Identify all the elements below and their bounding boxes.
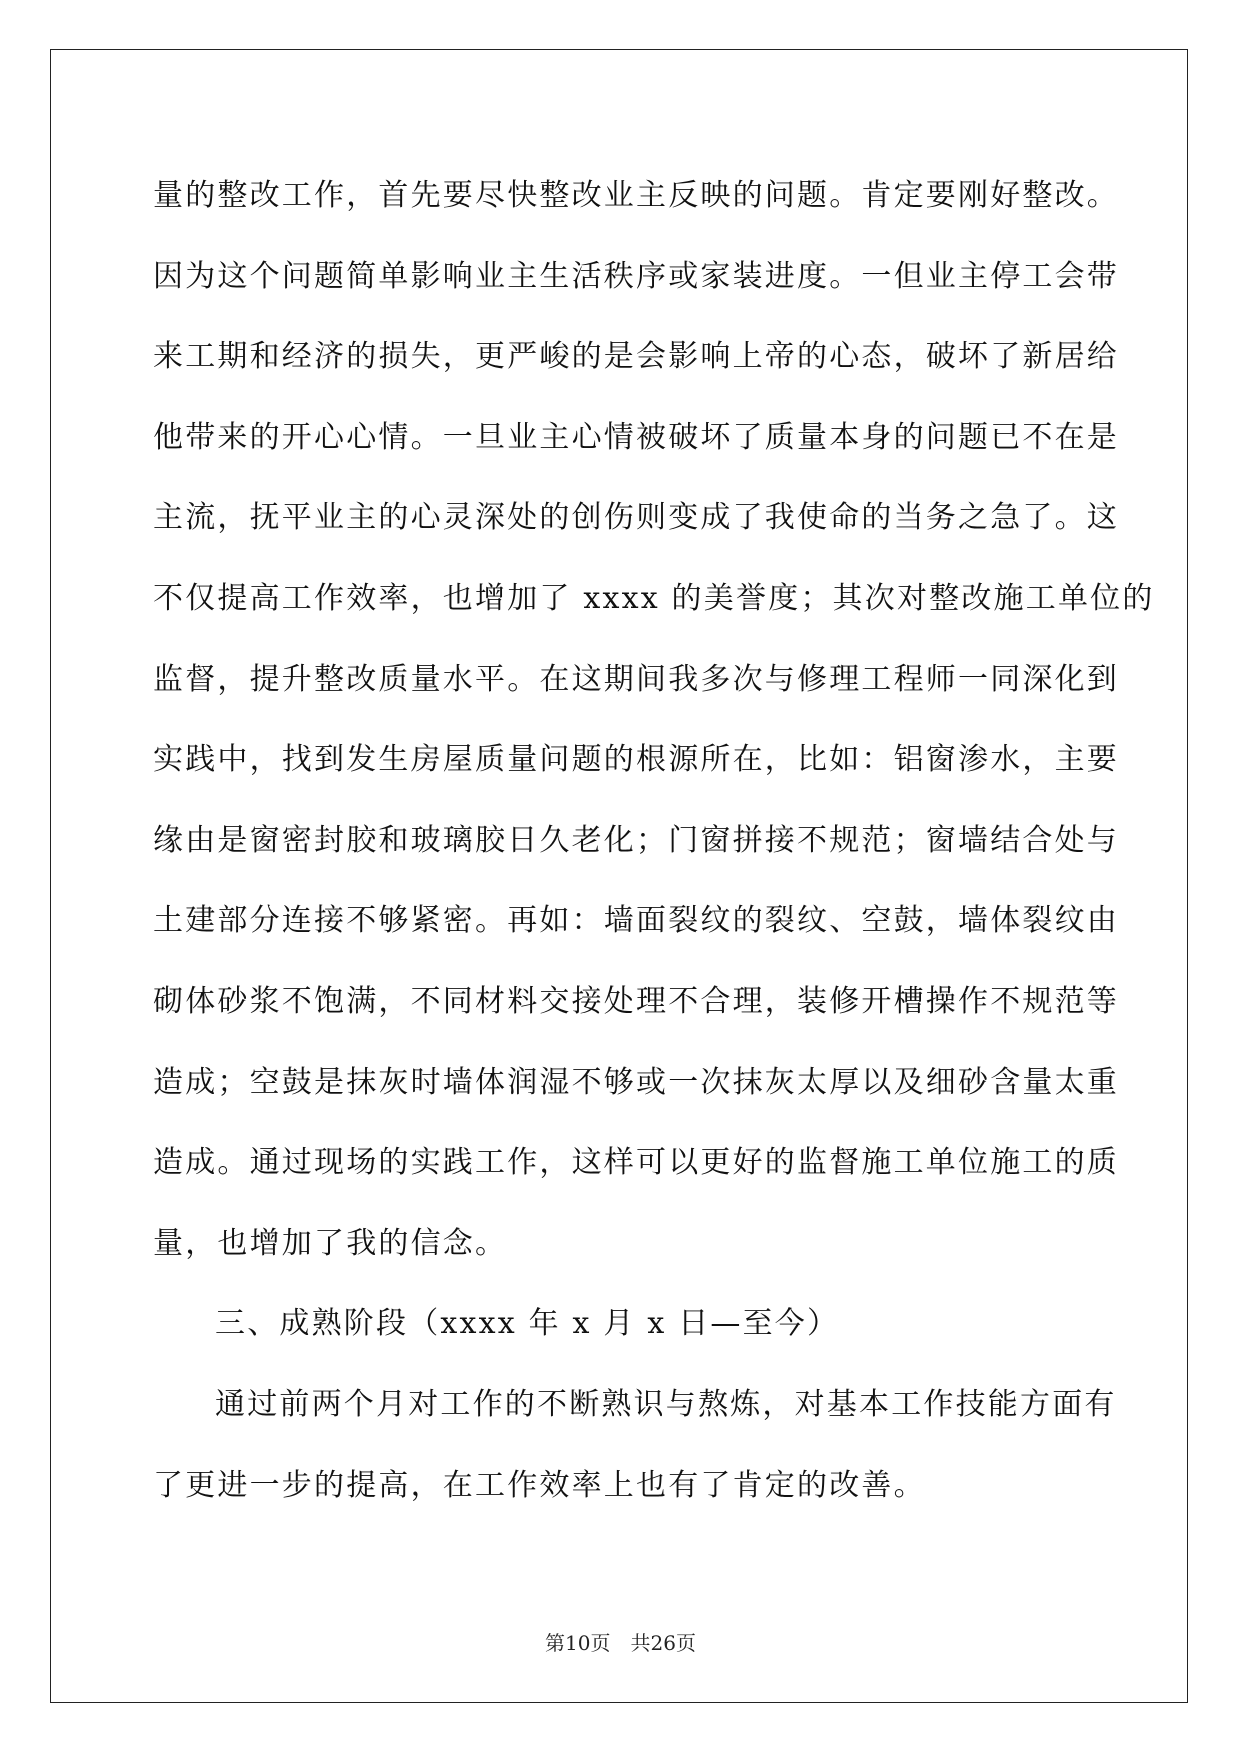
text-line: 砌体砂浆不饱满，不同材料交接处理不合理，装修开槽操作不规范等 [153, 983, 1119, 1019]
text-line: 缘由是窗密封胶和玻璃胶日久老化；门窗拼接不规范；窗墙结合处与 [153, 822, 1119, 858]
paragraph-first-line: 通过前两个月对工作的不断熟识与熬炼，对基本工作技能方面有 [215, 1386, 1117, 1422]
text-line: 主流，抚平业主的心灵深处的创伤则变成了我使命的当务之急了。这 [153, 500, 1119, 536]
text-line: 因为这个问题简单影响业主生活秩序或家装进度。一但业主停工会带 [153, 258, 1119, 294]
text-line: 了更进一步的提高，在工作效率上也有了肯定的改善。 [153, 1467, 926, 1503]
page-number-label: 第10页 共26页 [545, 1631, 696, 1655]
text-line: 量，也增加了我的信念。 [153, 1225, 508, 1261]
page-footer [0, 1627, 1241, 1656]
text-line: 土建部分连接不够紧密。再如：墙面裂纹的裂纹、空鼓，墙体裂纹由 [153, 903, 1119, 939]
text-line: 造成。通过现场的实践工作，这样可以更好的监督施工单位施工的质 [153, 1145, 1119, 1181]
text-line: 他带来的开心心情。一旦业主心情被破坏了质量本身的问题已不在是 [153, 419, 1119, 455]
text-line: 量的整改工作，首先要尽快整改业主反映的问题。肯定要刚好整改。 [153, 178, 1119, 213]
text-line: 不仅提高工作效率，也增加了 xxxx 的美誉度；其次对整改施工单位的 [153, 580, 1155, 616]
document-body [153, 156, 1155, 1526]
text-line: 造成；空鼓是抹灰时墙体润湿不够或一次抹灰太厚以及细砂含量太重 [153, 1064, 1119, 1100]
section-heading: 三、成熟阶段（xxxx 年 x 月 x 日—至今） [215, 1306, 840, 1342]
text-line: 来工期和经济的损失，更严峻的是会影响上帝的心态，破坏了新居给 [153, 339, 1119, 375]
text-line: 实践中，找到发生房屋质量问题的根源所在，比如：铝窗渗水，主要 [153, 742, 1119, 778]
text-line: 监督，提升整改质量水平。在这期间我多次与修理工程师一同深化到 [153, 661, 1119, 697]
